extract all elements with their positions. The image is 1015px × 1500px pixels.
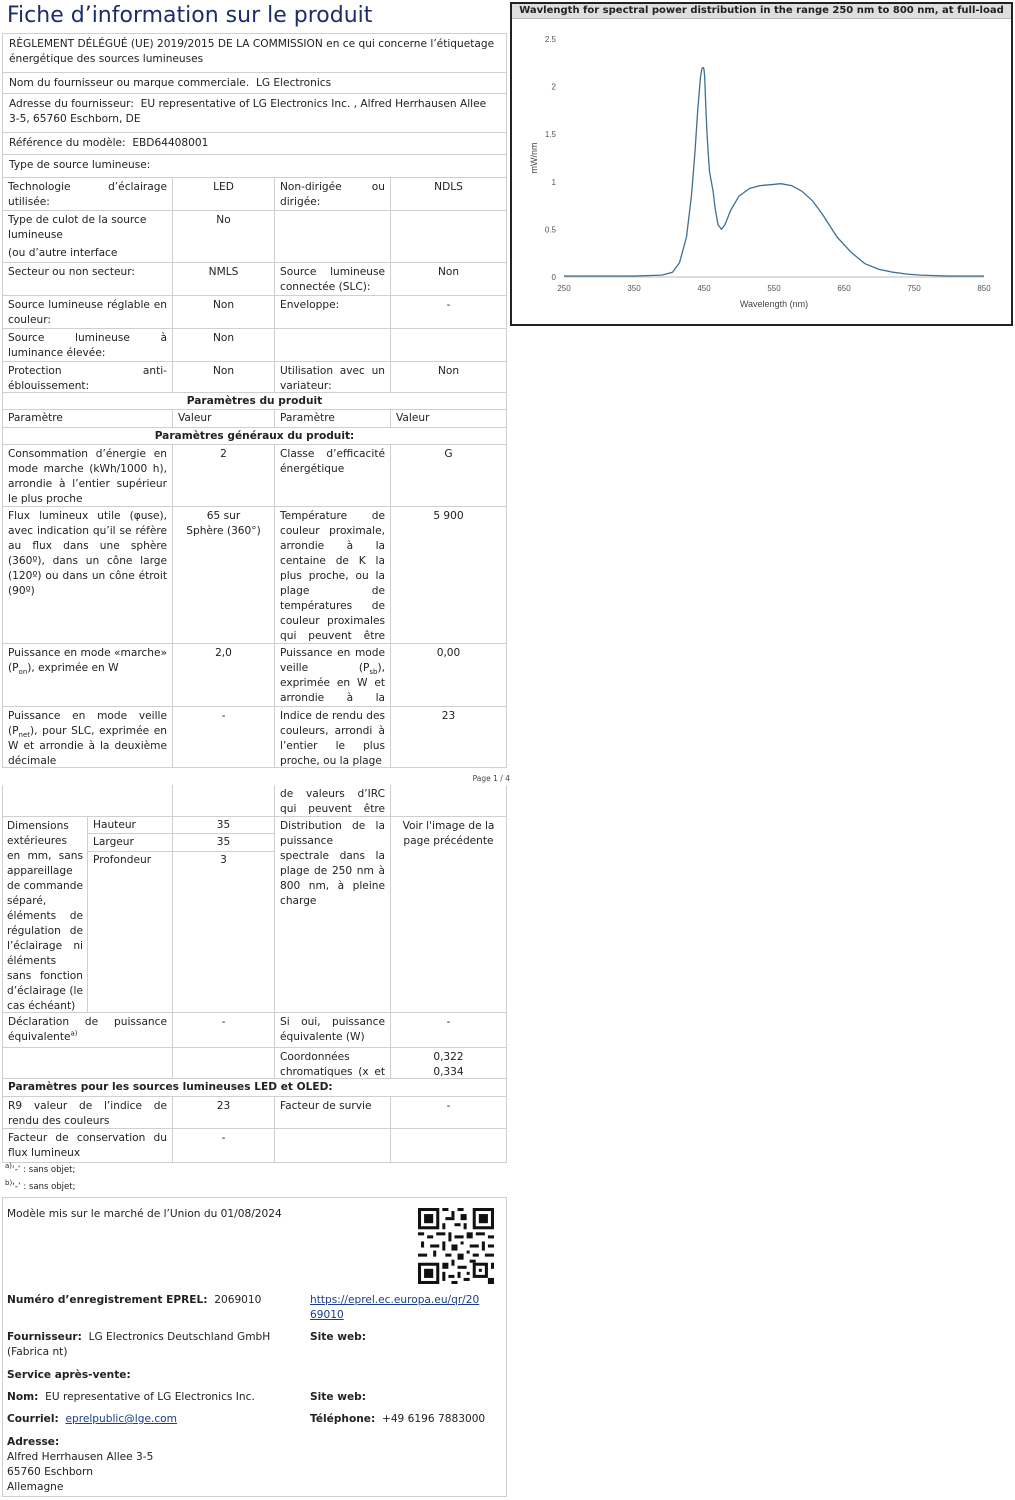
eprel-website-label: Site web: (310, 1331, 366, 1343)
type-row-value (390, 210, 507, 263)
eprel-name (7, 1390, 255, 1405)
empty-cell (390, 1128, 507, 1163)
x-tick-label: 350 (627, 284, 641, 293)
eprel-reg (7, 1293, 261, 1308)
psb-text: Puissance en mode veille (P (280, 647, 385, 674)
survival-param: Facteur de survie (274, 1096, 391, 1129)
eprel-service-label: Service après-vente: (7, 1369, 131, 1381)
flux-value (172, 506, 275, 644)
y-axis-label: mW/nm (529, 142, 539, 174)
y-tick-label: 2 (551, 82, 556, 92)
type-row-param: Protection anti-éblouissement: (2, 361, 173, 393)
eprel-mail-label: Courriel: (7, 1413, 59, 1425)
dimension-name: Profondeur (87, 851, 173, 1013)
type-row-value: - (390, 295, 507, 329)
eprel-phone (310, 1412, 485, 1427)
market-date: Modèle mis sur le marché de l’Union du 01/08/2024 (7, 1208, 282, 1220)
eprel-address (7, 1450, 153, 1495)
psb-param (274, 643, 391, 707)
x-tick-label: 650 (837, 284, 851, 293)
empty-cell (274, 1128, 391, 1163)
chromaticity-y: 0,334 (433, 1066, 464, 1078)
cri-value: 23 (390, 706, 507, 768)
equivalent-sup: a) (70, 1029, 78, 1038)
eprel-mail (7, 1412, 177, 1427)
pon-text-end: ), exprimée en W (27, 662, 119, 674)
equivalent-param (2, 1012, 173, 1048)
eprel-phone-label: Téléphone: (310, 1413, 376, 1425)
dimension-value: 35 (172, 816, 275, 834)
consumption-value: 2 (172, 444, 275, 507)
spectrum-series-line (564, 68, 984, 276)
product-params-header: Paramètres du produit (2, 392, 507, 410)
pon-text: Puissance en mode «marche» (P (8, 647, 167, 674)
supplier-name-value: LG Electronics (255, 77, 332, 89)
supplier-address-row (2, 93, 507, 133)
dimension-value: 3 (172, 851, 275, 1013)
address-line: 65760 Eschborn (7, 1466, 93, 1478)
equivalent-text: Déclaration de puissance équivalente (8, 1016, 167, 1043)
footnote (5, 1164, 75, 1176)
type-row-value: NDLS (390, 177, 507, 211)
type-row-param: Technologie d’éclairage utilisée: (2, 177, 173, 211)
culot-sublabel: (ou d’autre interface (8, 247, 118, 259)
eprel-reg-label: Numéro d’enregistrement EPREL: (7, 1294, 208, 1306)
x-tick-label: 550 (767, 284, 781, 293)
y-tick-label: 0 (551, 273, 556, 282)
consumption-param: Consommation d’énergie en mode marche (kWh/1000 h), arrondie à l’entier supérieur le plus proche (2, 444, 173, 507)
equivalent-watts-param: Si oui, puissance équivalente (W) (274, 1012, 391, 1048)
spectral-param: Distribution de la puissance spectrale dans la plage de 250 nm à 800 nm, à pleine charge (274, 816, 391, 1013)
flux-maintenance-value: - (172, 1128, 275, 1163)
y-tick-label: 1.5 (544, 130, 556, 140)
dimensions-label: Dimensions extérieures en mm, sans appareillage de commande séparé, éléments de régulation de l’éclairage ni éléments sans fonction d’éclairage (le cas échéant) (2, 816, 88, 1013)
psb-text-end: ), exprimée en W et arrondie à la (280, 662, 385, 704)
supplier-address-label: Adresse du fournisseur: (9, 98, 134, 110)
type-row-param (274, 328, 391, 362)
type-row-value: NMLS (172, 262, 275, 296)
type-row-value: Non (390, 361, 507, 393)
flux-maintenance-param: Facteur de conservation du flux lumineux (2, 1128, 173, 1163)
footnote-text: ‘-’ : sans objet; (12, 1165, 76, 1175)
r9-param: R9 valeur de l’indice de rendu des couleurs (2, 1096, 173, 1129)
type-row-param (274, 210, 391, 263)
type-row-param: Non-dirigée ou dirigée: (274, 177, 391, 211)
cct-value: 5 900 (390, 506, 507, 644)
type-row-value: Non (172, 328, 275, 362)
type-row-param: Secteur ou non secteur: (2, 262, 173, 296)
efficiency-value: G (390, 444, 507, 507)
x-tick-label: 750 (907, 284, 921, 293)
model-ref-label: Référence du modèle: (9, 137, 126, 149)
spectral-value: Voir l'image de la page précédente (390, 816, 507, 1013)
cct-param: Température de couleur proximale, arrondie à la centaine de K la plus proche, ou la plage de températures de couleur proximales qui peuvent être (274, 506, 391, 644)
col-header-value: Valeur (172, 409, 275, 428)
supplier-address-value: EU representative of LG Electronics Inc. , Alfred Herrhausen Allee 3-5, 65760 Eschborn, DE (9, 98, 487, 125)
type-row-param (2, 210, 173, 263)
x-tick-label: 250 (557, 284, 571, 293)
survival-value: - (390, 1096, 507, 1129)
flux-value-line2: Sphère (360°) (186, 525, 261, 537)
type-row-value: Non (390, 262, 507, 296)
type-section-label: Type de source lumineuse: (9, 159, 151, 171)
psb-value: 0,00 (390, 643, 507, 707)
x-tick-label: 850 (977, 284, 991, 293)
x-tick-label: 450 (697, 284, 711, 293)
empty-cell (2, 1047, 173, 1079)
qr-code-icon (418, 1208, 494, 1284)
equivalent-watts-value: - (390, 1012, 507, 1048)
pnet-text-end: ), pour SLC, exprimée en W et arrondie à la deuxième décimale (8, 725, 167, 767)
pnet-sub: net (18, 731, 31, 740)
y-tick-label: 2.5 (544, 35, 556, 44)
eprel-phone-value: +49 6196 7883000 (381, 1413, 486, 1425)
pnet-param (2, 706, 173, 768)
flux-param: Flux lumineux utile (φuse), avec indication qu’il se réfère au flux dans une sphère (360º), dans un cône large (120º) ou dans un cône étroit (90º) (2, 506, 173, 644)
supplier-name-label: Nom du fournisseur ou marque commerciale. (9, 77, 250, 89)
eprel-supplier-value: LG Electronics Deutschland GmbH (Fabrica nt) (7, 1331, 271, 1358)
flux-value-line1: 65 sur (206, 510, 241, 522)
spectral-chart (510, 2, 1013, 326)
dimension-name: Hauteur (87, 816, 173, 834)
regulation-text: RÈGLEMENT DÉLÉGUÉ (UE) 2019/2015 DE LA COMMISSION en ce qui concerne l’étiquetage énergétique des sources lumineuses (9, 38, 495, 65)
pnet-text: Puissance en mode veille (P (8, 710, 167, 737)
continued-cell (2, 785, 173, 817)
supplier-name-row (2, 72, 507, 94)
culot-label: Type de culot de la source lumineuse (8, 214, 147, 241)
type-row-value: LED (172, 177, 275, 211)
eprel-mail-link[interactable]: eprelpublic@lge.com (65, 1413, 177, 1425)
equivalent-value: - (172, 1012, 275, 1048)
pon-sub: on (18, 668, 28, 677)
cri-param-continued: de valeurs d’IRC qui peuvent être (274, 785, 391, 817)
y-tick-label: 1 (551, 177, 556, 187)
chromaticity-value (390, 1047, 507, 1079)
type-row-param: Enveloppe: (274, 295, 391, 329)
type-row-param: Source lumineuse réglable en couleur: (2, 295, 173, 329)
chromaticity-param: Coordonnées chromatiques (x et (274, 1047, 391, 1079)
type-row-value (390, 328, 507, 362)
empty-cell (172, 1047, 275, 1079)
col-header-value: Valeur (390, 409, 507, 428)
dimension-name: Largeur (87, 833, 173, 852)
type-row-value: No (172, 210, 275, 263)
cri-param: Indice de rendu des couleurs, arrondi à l’entier le plus proche, ou la plage (274, 706, 391, 768)
eprel-address-label: Adresse: (7, 1436, 60, 1448)
col-header-param: Paramètre (2, 409, 173, 428)
address-line: Allemagne (7, 1481, 64, 1493)
col-header-param: Paramètre (274, 409, 391, 428)
pon-value: 2,0 (172, 643, 275, 707)
chart-title: Wavlength for spectral power distribution in the range 250 nm to 800 nm, at full-load (512, 4, 1011, 19)
efficiency-param: Classe d’efficacité énergétique (274, 444, 391, 507)
type-section-header (2, 154, 507, 178)
page-number: Page 1 / 4 (472, 774, 510, 783)
eprel-name-value: EU representative of LG Electronics Inc. (45, 1391, 255, 1403)
eprel-link[interactable] (310, 1293, 479, 1323)
chart-plot (512, 19, 1011, 325)
continued-cell (390, 785, 507, 817)
model-ref-row (2, 132, 507, 155)
eprel-link-line1[interactable]: https://eprel.ec.europa.eu/qr/20 (310, 1294, 480, 1306)
eprel-link-line2[interactable]: 69010 (310, 1309, 344, 1321)
footnote-text: ‘-’ : sans objet; (12, 1182, 76, 1192)
type-row-value: Non (172, 361, 275, 393)
continued-cell (172, 785, 275, 817)
eprel-supplier-label: Fournisseur: (7, 1331, 82, 1343)
y-tick-label: 0.5 (544, 225, 556, 235)
pon-param (2, 643, 173, 707)
pnet-value: - (172, 706, 275, 768)
x-axis-label: Wavelength (nm) (739, 299, 809, 309)
eprel-reg-value: 2069010 (214, 1294, 262, 1306)
type-row-param: Utilisation avec un variateur: (274, 361, 391, 393)
eprel-website2-label: Site web: (310, 1391, 366, 1403)
footnote-mark: a) (5, 1162, 13, 1171)
page-title: Fiche d’information sur le produit (7, 3, 373, 28)
type-row-value: Non (172, 295, 275, 329)
address-line: Alfred Herrhausen Allee 3-5 (7, 1451, 154, 1463)
psb-sub: sb (369, 668, 378, 677)
chromaticity-x: 0,322 (433, 1051, 464, 1063)
dimension-value: 35 (172, 833, 275, 852)
eprel-name-label: Nom: (7, 1391, 39, 1403)
type-row-param: Source lumineuse à luminance élevée: (2, 328, 173, 362)
led-params-header: Paramètres pour les sources lumineuses LED et OLED: (2, 1078, 507, 1097)
general-params-header: Paramètres généraux du produit: (2, 427, 507, 445)
eprel-supplier (7, 1330, 297, 1360)
regulation-cell (2, 33, 507, 73)
footnote-mark: b) (5, 1179, 13, 1188)
type-row-param: Source lumineuse connectée (SLC): (274, 262, 391, 296)
r9-value: 23 (172, 1096, 275, 1129)
model-ref-value: EBD64408001 (132, 137, 209, 149)
footnote (5, 1181, 75, 1193)
